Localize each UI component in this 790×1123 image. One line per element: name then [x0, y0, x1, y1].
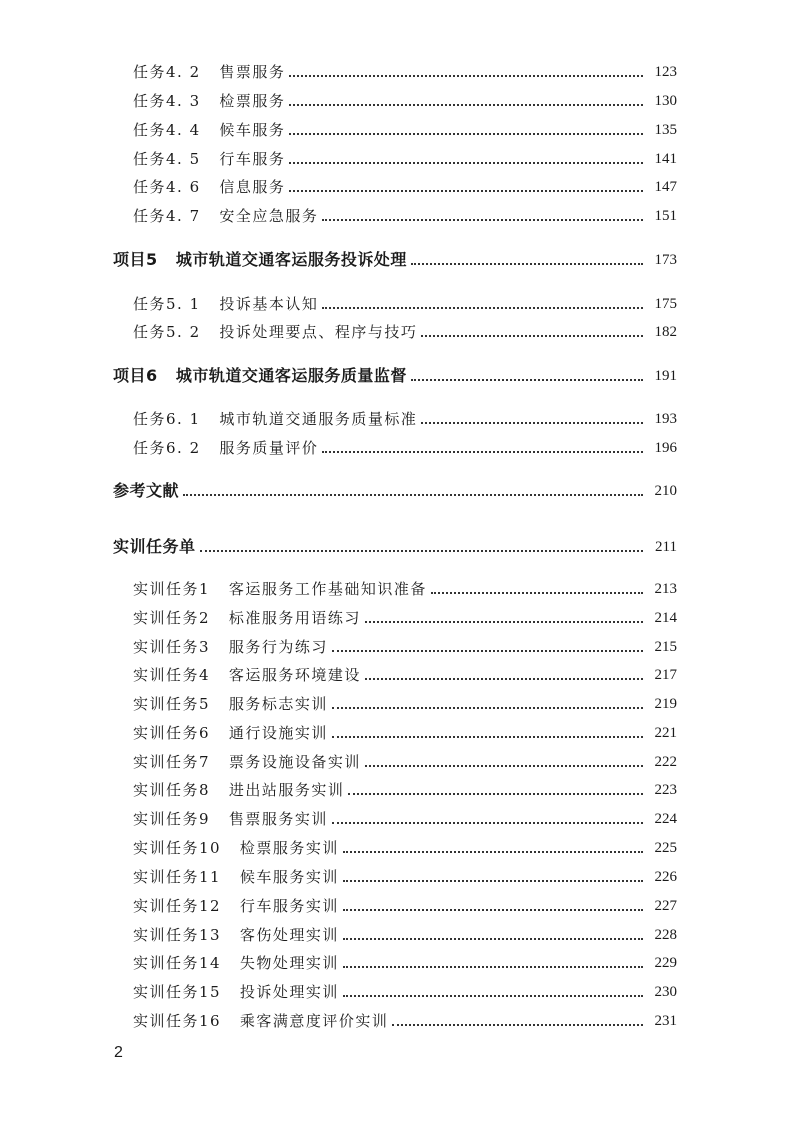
leader-dots: [332, 636, 643, 658]
toc-entry-page: 228: [654, 927, 677, 943]
leader-dots: [289, 148, 643, 170]
leader-dots: [322, 205, 643, 227]
leader-dots: [343, 895, 643, 917]
toc-entry-title: 实训任务8 进出站服务实训: [133, 781, 345, 799]
leader-dots: [411, 365, 643, 387]
toc-entry-page: 231: [654, 1013, 677, 1029]
toc-entry-page: 191: [654, 368, 677, 384]
toc-entry: [133, 808, 677, 830]
toc-entry: [133, 408, 677, 430]
toc-entry: [133, 176, 677, 198]
leader-dots: [421, 321, 643, 343]
toc-entry-title: 任务4. 3 检票服务: [133, 92, 286, 110]
toc-entry: [133, 90, 677, 112]
toc-entry-title: 任务5. 1 投诉基本认知: [133, 295, 319, 313]
toc-entry-page: 215: [654, 639, 677, 655]
toc-entry-title: 任务4. 2 售票服务: [133, 63, 286, 81]
leader-dots: [431, 578, 643, 600]
toc-entry-page: 135: [654, 122, 677, 138]
leader-dots: [332, 693, 643, 715]
toc-section-entry: [113, 480, 677, 502]
toc-entry-page: 217: [654, 667, 677, 683]
toc-entry-title: 项目6 城市轨道交通客运服务质量监督: [113, 366, 407, 385]
toc-entry-title: 实训任务16 乘客满意度评价实训: [133, 1012, 389, 1030]
toc-entry: [133, 607, 677, 629]
toc-entry: [133, 693, 677, 715]
leader-dots: [289, 90, 643, 112]
toc-entry-page: 173: [654, 252, 677, 268]
toc-entry-page: 130: [654, 93, 677, 109]
toc-entry-page: 175: [654, 296, 677, 312]
toc-entry-page: 211: [655, 539, 677, 555]
toc-entry-title: 实训任务15 投诉处理实训: [133, 983, 339, 1001]
toc-entry: [133, 205, 677, 227]
leader-dots: [343, 981, 643, 1003]
toc-entry: [133, 636, 677, 658]
toc-entry-title: 实训任务9 售票服务实训: [133, 810, 328, 828]
toc-entry-page: 221: [654, 725, 677, 741]
toc-entry-title: 实训任务4 客运服务环境建设: [133, 666, 361, 684]
toc-entry-page: 224: [654, 811, 677, 827]
leader-dots: [343, 866, 643, 888]
toc-entry-page: 219: [654, 696, 677, 712]
toc-entry-page: 227: [654, 898, 677, 914]
toc-entry-page: 222: [654, 754, 677, 770]
toc-entry: [133, 119, 677, 141]
toc-entry-title: 任务4. 5 行车服务: [133, 150, 286, 168]
toc-entry-page: 193: [654, 411, 677, 427]
toc-entry-title: 实训任务单: [113, 537, 196, 556]
toc-entry-page: 225: [654, 840, 677, 856]
leader-dots: [322, 293, 643, 315]
toc-entry-title: 任务6. 2 服务质量评价: [133, 439, 319, 457]
toc-entry-title: 任务4. 4 候车服务: [133, 121, 286, 139]
toc-entry: [133, 578, 677, 600]
toc-entry-page: 210: [654, 483, 677, 499]
toc-section-entry: [113, 536, 677, 558]
toc-entry-page: 147: [654, 179, 677, 195]
toc-entry: [133, 924, 677, 946]
toc-entry-page: 151: [654, 208, 677, 224]
leader-dots: [348, 779, 643, 801]
leader-dots: [289, 176, 643, 198]
toc-entry: [133, 866, 677, 888]
toc-entry-page: 214: [654, 610, 677, 626]
leader-dots: [365, 607, 643, 629]
leader-dots: [421, 408, 643, 430]
toc-entry-title: 实训任务5 服务标志实训: [133, 695, 328, 713]
leader-dots: [332, 808, 643, 830]
leader-dots: [183, 480, 643, 502]
toc-entry-page: 213: [654, 581, 677, 597]
toc-entry-title: 实训任务11 候车服务实训: [133, 868, 339, 886]
toc-entry-page: 226: [654, 869, 677, 885]
toc-entry-title: 项目5 城市轨道交通客运服务投诉处理: [113, 250, 407, 269]
toc-entry-title: 实训任务13 客伤处理实训: [133, 926, 339, 944]
toc-entry-page: 123: [654, 64, 677, 80]
toc-entry-title: 实训任务1 客运服务工作基础知识准备: [133, 580, 427, 598]
toc-entry-title: 实训任务14 失物处理实训: [133, 954, 339, 972]
toc-entry: [133, 837, 677, 859]
toc-entry-title: 实训任务12 行车服务实训: [133, 897, 339, 915]
toc-entry: [133, 664, 677, 686]
leader-dots: [322, 437, 643, 459]
toc-entry: [133, 779, 677, 801]
toc-entry: [133, 952, 677, 974]
toc-entry-title: 任务6. 1 城市轨道交通服务质量标准: [133, 410, 418, 428]
toc-entry-page: 230: [654, 984, 677, 1000]
leader-dots: [200, 536, 643, 558]
toc-section-entry: [113, 365, 677, 387]
leader-dots: [343, 924, 643, 946]
leader-dots: [332, 722, 643, 744]
toc-entry: [133, 751, 677, 773]
leader-dots: [365, 751, 643, 773]
toc-entry: [133, 61, 677, 83]
toc-entry-title: 任务4. 6 信息服务: [133, 178, 286, 196]
toc-entry: [133, 293, 677, 315]
toc-entry-page: 141: [654, 151, 677, 167]
toc-entry: [133, 981, 677, 1003]
toc-entry-page: 229: [654, 955, 677, 971]
toc-section-entry: [113, 249, 677, 271]
toc-entry: [133, 895, 677, 917]
toc-entry: [133, 1010, 677, 1032]
toc-entry: [133, 321, 677, 343]
page-number: 2: [114, 1044, 123, 1061]
toc-entry-title: 实训任务7 票务设施设备实训: [133, 753, 361, 771]
leader-dots: [365, 664, 643, 686]
toc-entry-title: 实训任务2 标准服务用语练习: [133, 609, 361, 627]
toc-entry-page: 223: [654, 782, 677, 798]
toc-entry-title: 任务5. 2 投诉处理要点、程序与技巧: [133, 323, 418, 341]
toc-entry: [133, 148, 677, 170]
leader-dots: [392, 1010, 643, 1032]
toc-entry-title: 实训任务10 检票服务实训: [133, 839, 339, 857]
leader-dots: [411, 249, 643, 271]
toc-entry-title: 实训任务3 服务行为练习: [133, 638, 328, 656]
leader-dots: [289, 119, 643, 141]
leader-dots: [289, 61, 643, 83]
toc-entry-page: 182: [654, 324, 677, 340]
toc-entry-title: 实训任务6 通行设施实训: [133, 724, 328, 742]
toc-entry: [133, 437, 677, 459]
toc-entry: [133, 722, 677, 744]
leader-dots: [343, 837, 643, 859]
leader-dots: [343, 952, 643, 974]
toc-entry-title: 任务4. 7 安全应急服务: [133, 207, 319, 225]
toc-entry-page: 196: [654, 440, 677, 456]
toc-entry-title: 参考文献: [113, 481, 180, 500]
